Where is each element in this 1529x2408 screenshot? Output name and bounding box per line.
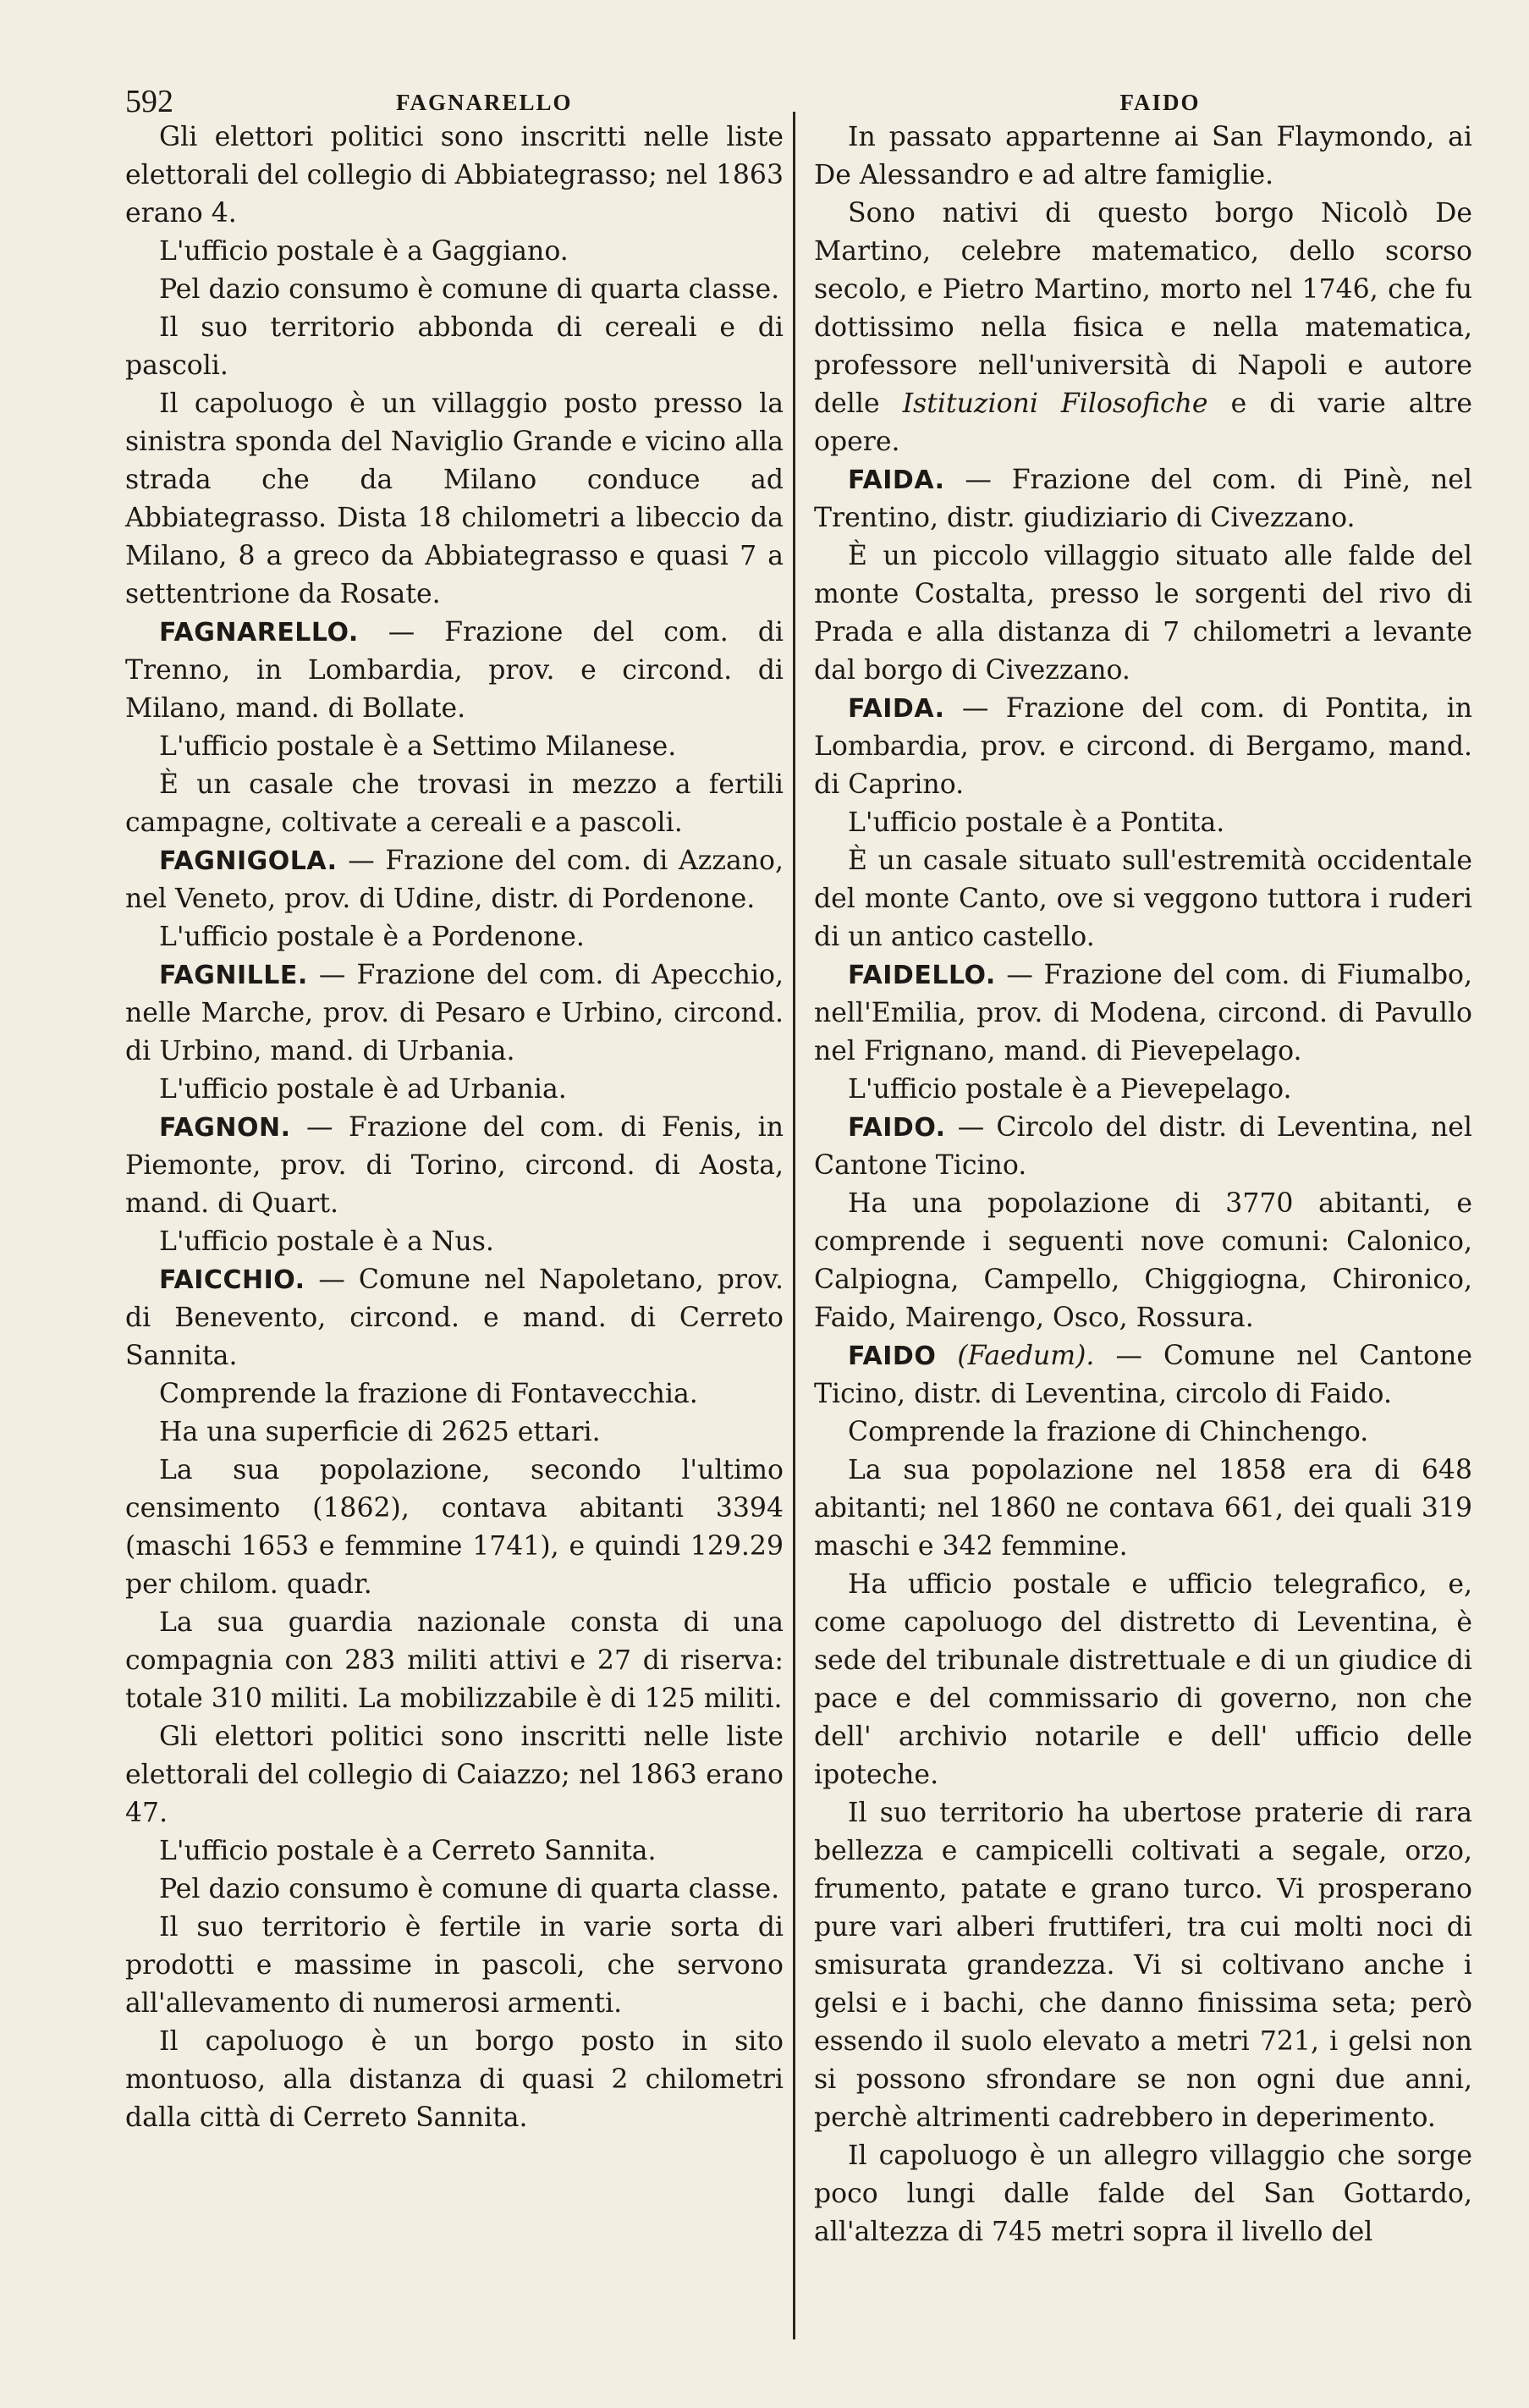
paragraph: Ha una superficie di 2625 ettari. xyxy=(159,1417,601,1447)
entry-headword: FAGNIGOLA. xyxy=(159,846,338,876)
paragraph: Ha una popolazione di 3770 abitanti, e comprende i seguenti nove comuni: Calonico, Calpiogna, Campello, Chiggiogna, Chironico, Faido, Mairengo, Osco, Rossura. xyxy=(814,1188,1472,1333)
entry-text: — Frazione del com. di Fenis, in Piemonte, prov. di Torino, circond. di Aosta, mand. di Quart. xyxy=(125,1112,784,1219)
entry xyxy=(125,842,784,918)
paragraph: È un casale situato sull'estremità occidentale del monte Canto, ove si veggono tuttora i ruderi di un antico castello. xyxy=(814,846,1472,952)
book-title: Istituzioni Filosofiche xyxy=(902,388,1208,419)
entry-headword: FAICCHIO. xyxy=(159,1265,305,1295)
paragraph: L'ufficio postale è a Nus. xyxy=(159,1226,494,1257)
entry-text: — Frazione del com. di Apecchio, nelle Marche, prov. di Pesaro e Urbino, circond. di Urbino, mand. di Urbania. xyxy=(125,960,784,1066)
paragraph: L'ufficio postale è a Pievepelago. xyxy=(848,1074,1292,1105)
paragraph: È un casale che trovasi in mezzo a fertili campagne, coltivate a cereali e a pascoli. xyxy=(125,769,784,838)
paragraph: Comprende la frazione di Fontavecchia. xyxy=(159,1379,698,1409)
paragraph: L'ufficio postale è a Cerreto Sannita. xyxy=(159,1836,657,1866)
running-head-right: FAIDO xyxy=(1119,90,1201,115)
column-divider xyxy=(793,112,795,2339)
entry-text: — Frazione del com. di Azzano, nel Veneto, prov. di Udine, distr. di Pordenone. xyxy=(125,846,784,914)
entry-headword: FAIDELLO. xyxy=(848,961,996,990)
paragraph: Il capoluogo è un borgo posto in sito montuoso, alla distanza di quasi 2 chilometri dalla città di Cerreto Sannita. xyxy=(125,2026,784,2133)
paragraph: La sua popolazione, secondo l'ultimo censimento (1862), contava abitanti 3394 (maschi 1653 e femmine 1741), e quindi 129.29 per chilom. quadr. xyxy=(125,1455,784,1600)
paragraph: Gli elettori politici sono inscritti nelle liste elettorali del collegio di Abbiategrasso; nel 1863 erano 4. xyxy=(125,122,784,229)
entry xyxy=(814,956,1472,1071)
paragraph: Pel dazio consumo è comune di quarta classe. xyxy=(159,1874,780,1904)
paragraph: Il capoluogo è un allegro villaggio che sorge poco lungi dalle falde del San Gottardo, all'altezza di 745 metri sopra il livello del xyxy=(814,2141,1472,2247)
entry-headword: FAGNARELLO. xyxy=(159,618,359,647)
paragraph: L'ufficio postale è a Pontita. xyxy=(848,807,1225,838)
paragraph: L'ufficio postale è a Settimo Milanese. xyxy=(159,731,677,762)
entry-text: — Comune nel Napoletano, prov. di Benevento, circond. e mand. di Cerreto Sannita. xyxy=(125,1265,784,1371)
paragraph: Ha ufficio postale e ufficio telegrafico, e, come capoluogo del distretto di Leventina, è sede del tribunale distrettuale e di un giudice di pace e del commissario di governo, non che dell' archivio notarile e dell' ufficio delle ipoteche. xyxy=(814,1569,1472,1790)
entry xyxy=(125,956,784,1071)
entry-text: — Frazione del com. di Trenno, in Lombardia, prov. e circond. di Milano, mand. di Bollate. xyxy=(125,617,784,724)
paragraph: Pel dazio consumo è comune di quarta classe. xyxy=(159,274,780,305)
paragraph: Il suo territorio abbonda di cereali e di pascoli. xyxy=(125,312,784,381)
entry-text: — Circolo del distr. di Leventina, nel Cantone Ticino. xyxy=(814,1112,1472,1181)
paragraph: L'ufficio postale è ad Urbania. xyxy=(159,1074,567,1105)
latin-name: (Faedum). xyxy=(957,1341,1095,1371)
paragraph: L'ufficio postale è a Pordenone. xyxy=(159,922,585,952)
paragraph: Gli elettori politici sono inscritti nelle liste elettorali del collegio di Caiazzo; nel 1863 erano 47. xyxy=(125,1722,784,1828)
paragraph: La sua popolazione nel 1858 era di 648 abitanti; nel 1860 ne contava 661, dei quali 319 maschi e 342 femmine. xyxy=(814,1455,1472,1562)
entry-text: — Frazione del com. di Fiumalbo, nell'Emilia, prov. di Modena, circond. di Pavullo nel Frignano, mand. di Pievepelago. xyxy=(814,960,1472,1066)
entry xyxy=(814,1337,1472,1413)
left-column xyxy=(125,118,784,2137)
page-number: 592 xyxy=(125,84,173,119)
entry-headword: FAIDA. xyxy=(848,694,945,724)
paragraph: La sua guardia nazionale consta di una compagnia con 283 militi attivi e 27 di riserva: totale 310 militi. La mobilizzabile è di 125 militi. xyxy=(125,1607,784,1714)
running-head-left: FAGNARELLO xyxy=(396,90,573,115)
header-right xyxy=(855,83,1465,117)
entry-headword: FAIDA. xyxy=(848,466,945,495)
paragraph: Comprende la frazione di Chinchengo. xyxy=(848,1417,1369,1447)
entry-text: — Frazione del com. di Pontita, in Lombardia, prov. e circond. di Bergamo, mand. di Caprino. xyxy=(814,693,1472,800)
entry-headword: FAIDO. xyxy=(848,1113,946,1143)
entry-headword: FAGNILLE. xyxy=(159,961,308,990)
paragraph: Il capoluogo è un villaggio posto presso la sinistra sponda del Naviglio Grande e vicino alla strada che da Milano conduce ad Abbiategrasso. Dista 18 chilometri a libeccio da Milano, 8 a greco da Abbiategrasso e quasi 7 a settentrione da Rosate. xyxy=(125,388,784,609)
paragraph: Il suo territorio ha ubertose praterie di rara bellezza e campicelli coltivati a segale, orzo, frumento, patate e grano turco. Vi prosperano pure vari alberi fruttiferi, tra cui molti noci di smisurata grandezza. Vi si coltivano anche i gelsi e i bachi, che danno finissima seta; però essendo il suolo elevato a metri 721, i gelsi non si possono sfrondare se non ogni due anni, perchè altrimenti cadrebbero in deperimento. xyxy=(814,1798,1472,2133)
entry xyxy=(814,690,1472,804)
entry xyxy=(814,461,1472,537)
entry-headword: FAGNON. xyxy=(159,1113,291,1143)
paragraph: In passato appartenne ai San Flaymondo, ai De Alessandro e ad altre famiglie. xyxy=(814,122,1472,190)
paragraph xyxy=(814,195,1472,461)
entry xyxy=(125,614,784,728)
paragraph-text: Sono nativi di questo borgo Nicolò De Martino, celebre matematico, dello scorso secolo, e Pietro Martino, morto nel 1746, che fu dottissimo nella fisica e nella matematica, professore nell'università di Napoli e autore delle xyxy=(814,198,1472,419)
right-column xyxy=(814,118,1472,2251)
entry-text: — Frazione del com. di Pinè, nel Trentino, distr. giudiziario di Civezzano. xyxy=(814,465,1472,533)
header-left xyxy=(125,83,785,117)
paragraph: È un piccolo villaggio situato alle falde del monte Costalta, presso le sorgenti del rivo di Prada e alla distanza di 7 chilometri a levante dal borgo di Civezzano. xyxy=(814,541,1472,686)
entry xyxy=(125,1261,784,1375)
paragraph: Il suo territorio è fertile in varie sorta di prodotti e massime in pascoli, che servono all'allevamento di numerosi armenti. xyxy=(125,1912,784,2019)
paragraph-text: e di varie altre opere. xyxy=(814,388,1472,457)
entry-text: — Comune nel Cantone Ticino, distr. di Leventina, circolo di Faido. xyxy=(814,1341,1472,1409)
paragraph: L'ufficio postale è a Gaggiano. xyxy=(159,236,569,267)
entry xyxy=(814,1109,1472,1185)
entry-headword: FAIDO xyxy=(848,1342,937,1371)
entry xyxy=(125,1109,784,1223)
